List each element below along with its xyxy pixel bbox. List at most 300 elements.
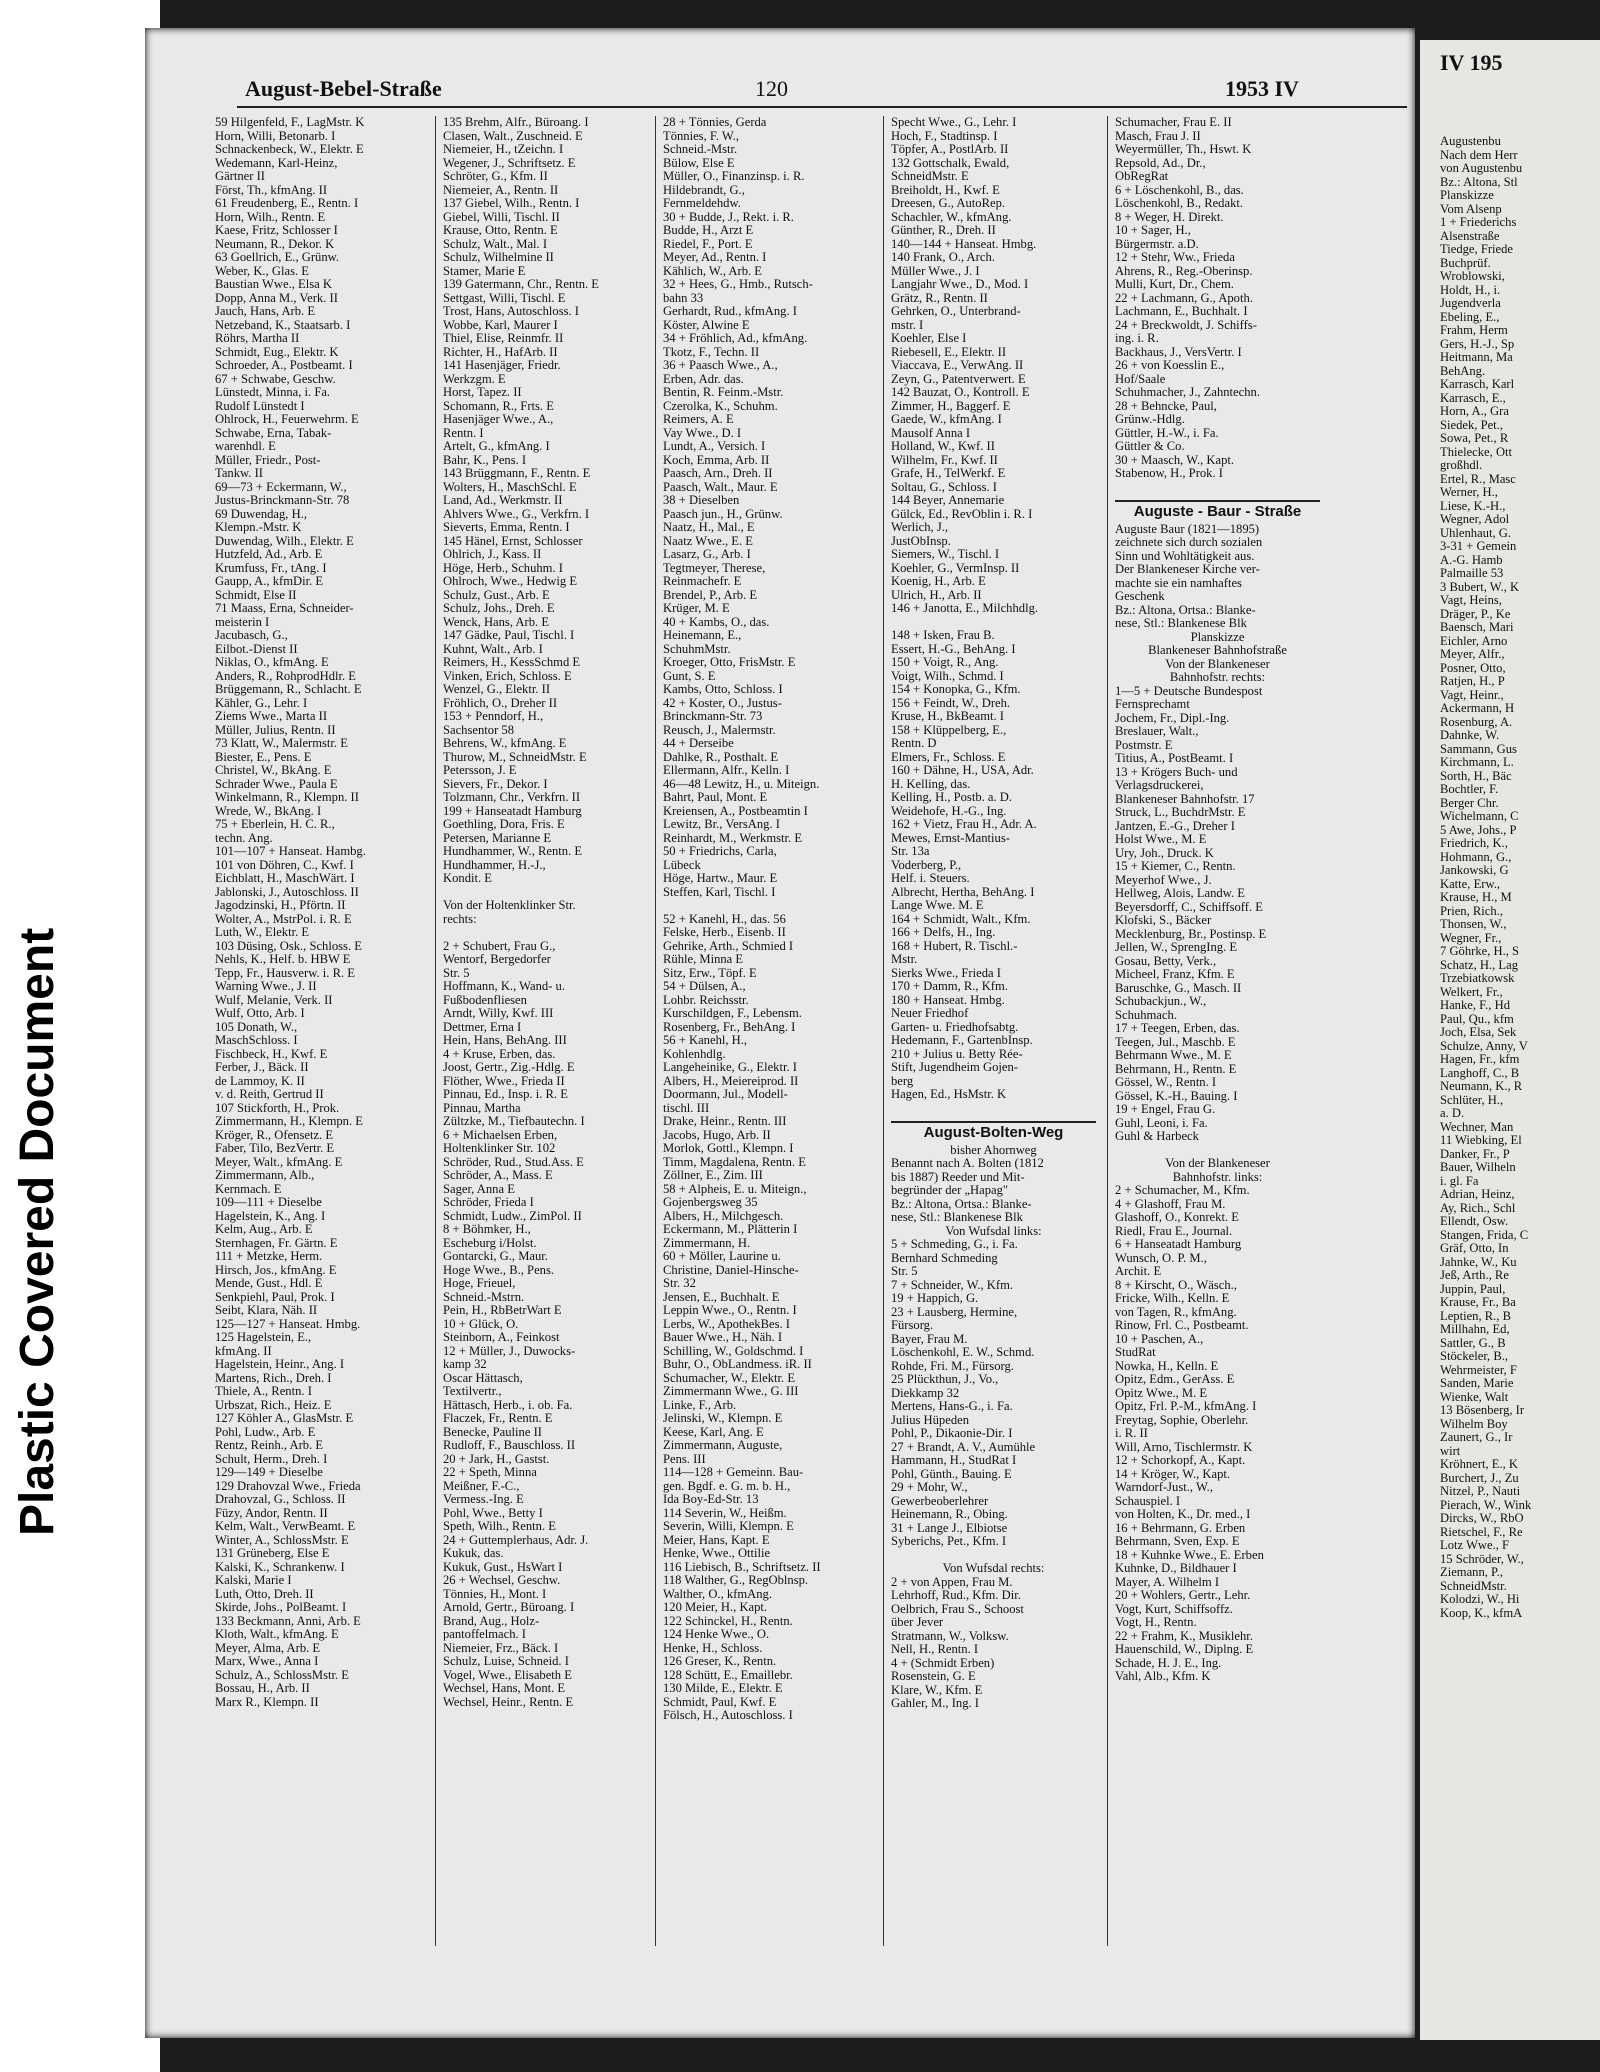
directory-entry: Joost, Gertr., Zig.-Hdlg. E xyxy=(443,1061,575,1074)
directory-entry: Reusch, J., Malermstr. xyxy=(663,723,776,737)
directory-entry: Schatz, H., Lag xyxy=(1440,958,1518,972)
directory-entry: berg xyxy=(891,1074,914,1088)
directory-entry: Stratmann, W., Volksw. xyxy=(891,1629,1009,1643)
directory-entry: 1—5 + Deutsche Bundespost xyxy=(1115,684,1263,698)
directory-entry: Krause, Otto, Rentn. E xyxy=(443,224,558,237)
directory-entry: 124 Henke Wwe., O. xyxy=(663,1628,770,1641)
directory-entry: Palmaille 53 xyxy=(1440,567,1504,580)
directory-entry: Tkotz, F., Techn. II xyxy=(663,345,760,359)
page-number: 120 xyxy=(755,76,788,101)
directory-entry: 125 Hagelstein, E., xyxy=(215,1331,312,1344)
directory-entry: Pohl, Wwe., Betty I xyxy=(443,1506,543,1520)
directory-entry: Buhr, O., ObLandmess. iR. II xyxy=(663,1358,812,1371)
directory-entry: Albers, H., Meiereiprod. II xyxy=(663,1074,799,1088)
spacer xyxy=(1115,1144,1320,1158)
directory-entry: Meyer, Walt., kfmAng. E xyxy=(215,1155,343,1169)
directory-entry: Nach dem Herr xyxy=(1440,148,1518,162)
directory-entry: Opitz, Frl. P.-M., kfmAng. I xyxy=(1115,1400,1257,1413)
directory-entry: Holdt, H., i. xyxy=(1440,283,1501,297)
directory-entry: Langhoff, C., B xyxy=(1440,1066,1520,1080)
directory-entry: 11 Wiebking, El xyxy=(1440,1134,1522,1147)
directory-entry: Klofski, S., Bäcker xyxy=(1115,914,1212,927)
directory-entry: Kroeger, Otto, FrisMstr. E xyxy=(663,656,796,669)
directory-entry: Nowka, H., Kelln. E xyxy=(1115,1359,1219,1373)
directory-entry: Czerolka, K., Schuhm. xyxy=(663,399,778,413)
directory-entry: 52 + Kanehl, H., das. 56 xyxy=(663,912,786,926)
directory-entry: wirt xyxy=(1440,1444,1461,1458)
directory-entry: Benannt nach A. Bolten (1812 xyxy=(891,1157,1044,1170)
directory-entry: 15 + Kiemer, C., Rentn. xyxy=(1115,860,1236,873)
directory-entry: Textilvertr., xyxy=(443,1385,502,1398)
directory-entry: Mende, Gust., Hdl. E xyxy=(215,1277,323,1290)
directory-entry: Jugendverla xyxy=(1440,297,1501,310)
directory-entry: 17 + Teegen, Erben, das. xyxy=(1115,1022,1240,1035)
directory-entry: Sternhagen, Fr. Gärtn. E xyxy=(215,1236,338,1250)
directory-entry: Meyer, Alfr., xyxy=(1440,648,1505,661)
directory-entry: 71 Maass, Erna, Schneider- xyxy=(215,602,354,615)
directory-entry: Zimmermann Wwe., G. III xyxy=(663,1385,799,1398)
directory-entry: Wolters, H., MaschSchl. E xyxy=(443,480,577,494)
directory-entry: Land, Ad., Werkmstr. II xyxy=(443,494,563,507)
page-street-header: August-Bebel-Straße xyxy=(245,76,442,101)
directory-entry: Tolzmann, Chr., Verkfrn. II xyxy=(443,791,581,804)
directory-entry: tischl. III xyxy=(663,1101,710,1115)
directory-entry: Krüger, M. E xyxy=(663,602,730,615)
directory-entry: 69 Duwendag, H., xyxy=(215,507,307,521)
directory-entry: Tönnies, F. W., xyxy=(663,129,739,143)
directory-entry: Adrian, Heinz, xyxy=(1440,1188,1515,1201)
directory-entry: Dreesen, G., AutoRep. xyxy=(891,197,1006,210)
directory-entry: 42 + Koster, O., Justus- xyxy=(663,696,782,710)
directory-entry: Kohlenhdlg. xyxy=(663,1047,726,1061)
directory-entry: Behrmann, Sven, Exp. E xyxy=(1115,1535,1240,1548)
directory-entry: Bayer, Frau M. xyxy=(891,1332,968,1346)
directory-entry: Julius Hüpeden xyxy=(891,1413,970,1427)
directory-entry: Hagen, Ed., HsMstr. K xyxy=(891,1088,1007,1101)
directory-entry: Luth, W., Elektr. E xyxy=(215,926,310,939)
spacer xyxy=(891,1102,1096,1116)
directory-entry: Teegen, Jul., Maschb. E xyxy=(1115,1035,1236,1049)
directory-entry: 31 + Lange J., Elbiotse xyxy=(891,1521,1008,1535)
directory-entry: Jacubasch, G., xyxy=(215,629,288,642)
directory-entry: 16 + Behrmann, G. Erben xyxy=(1115,1521,1246,1535)
directory-entry: Füzy, Andor, Rentn. II xyxy=(215,1506,328,1520)
directory-entry: Joch, Elsa, Sek xyxy=(1440,1026,1517,1039)
directory-entry: 75 + Eberlein, H. C. R., xyxy=(215,818,335,831)
directory-entry: Syberichs, Pet., Kfm. I xyxy=(891,1535,1007,1548)
directory-entry: Ahrens, R., Reg.-Oberinsp. xyxy=(1115,264,1253,278)
directory-entry: Wegner, Adol xyxy=(1440,513,1510,526)
directory-entry: Thiele, A., Rentn. I xyxy=(215,1385,312,1398)
directory-entry: Lewitz, Br., VersAng. I xyxy=(663,818,780,831)
directory-entry: Clasen, Walt., Zuschneid. E xyxy=(443,129,583,143)
directory-entry: nese, Stl.: Blankenese Blk xyxy=(1115,617,1247,630)
centered-note: bisher Ahornweg xyxy=(950,1142,1037,1157)
directory-entry: machte sie ein namhaftes xyxy=(1115,576,1242,590)
directory-entry: Oscar Hättasch, xyxy=(443,1371,523,1385)
directory-entry: Töpfer, A., PostlArb. II xyxy=(891,143,1009,156)
directory-entry: Wolter, A., MstrPol. i. R. E xyxy=(215,912,352,926)
directory-entry: Paasch jun., H., Grünw. xyxy=(663,507,783,521)
directory-entry: Horn, Willi, Betonarb. I xyxy=(215,129,336,143)
directory-entry: Fernsprechamt xyxy=(1115,698,1190,711)
directory-entry: 26 + von Koesslin E., xyxy=(1115,359,1225,372)
directory-entry: Schubackjun., W., xyxy=(1115,995,1207,1008)
directory-entry: Meyer, Alma, Arb. E xyxy=(215,1641,321,1655)
directory-entry: Hoge, Frieuel, xyxy=(443,1277,516,1290)
directory-entry: Heitmann, Ma xyxy=(1440,351,1513,364)
directory-entry: 25 Plückthun, J., Vo., xyxy=(891,1373,999,1386)
directory-entry: 59 Hilgenfeld, F., LagMstr. K xyxy=(215,116,365,129)
column-divider xyxy=(883,116,884,1946)
directory-entry: 156 + Feindt, W., Dreh. xyxy=(891,696,1011,710)
directory-entry: Juppin, Paul, xyxy=(1440,1282,1506,1296)
directory-entry: Ohlrich, J., Kass. II xyxy=(443,548,542,561)
directory-entry: Wienke, Walt xyxy=(1440,1390,1509,1404)
directory-entry: Rosenberg, Fr., BehAng. I xyxy=(663,1020,796,1034)
directory-entry: 10 + Sager, H., xyxy=(1115,224,1191,237)
directory-entry: MaschSchloss. I xyxy=(215,1034,298,1047)
directory-entry: Hagen, Fr., kfm xyxy=(1440,1053,1520,1066)
directory-entry: Ziems Wwe., Marta II xyxy=(215,710,328,723)
directory-entry: Wentorf, Bergedorfer xyxy=(443,953,551,966)
directory-entry: 12 + Müller, J., Duwocks- xyxy=(443,1344,576,1358)
directory-entry: Müller Wwe., J. I xyxy=(891,264,980,278)
directory-entry: Bahrt, Paul, Mont. E xyxy=(663,791,768,804)
directory-entry: Gaede, W., kfmAng. I xyxy=(891,413,1002,426)
directory-entry: Eichler, Arno xyxy=(1440,634,1508,648)
directory-entry: Urbszat, Rich., Heiz. E xyxy=(215,1398,332,1412)
directory-entry: Repsold, Ad., Dr., xyxy=(1115,156,1206,170)
directory-entry: Dahlke, R., Posthalt. E xyxy=(663,750,779,764)
directory-entry: Breiholdt, H., Kwf. E xyxy=(891,183,1000,197)
facing-page-column xyxy=(1440,135,1600,1620)
directory-entry: Faber, Tilo, BezVertr. E xyxy=(215,1142,335,1155)
directory-entry: Rentn. I xyxy=(443,426,484,440)
directory-entry: Niemeier, Frz., Bäck. I xyxy=(443,1641,559,1655)
column-1 xyxy=(215,116,420,1946)
directory-entry: 126 Greser, K., Rentn. xyxy=(663,1655,777,1668)
directory-entry: Netzeband, K., Staatsarb. I xyxy=(215,318,351,332)
directory-entry: Rentn. D xyxy=(891,737,937,750)
directory-entry: Neuer Friedhof xyxy=(891,1007,969,1020)
directory-entry: Fricke, Wilh., Kelln. E xyxy=(1115,1292,1230,1305)
directory-entry: Kelm, Aug., Arb. E xyxy=(215,1223,313,1236)
directory-entry: 22 + Speth, Minna xyxy=(443,1466,537,1479)
directory-entry: 20 + Jark, H., Gastst. xyxy=(443,1452,550,1466)
directory-entry: Dräger, P., Ke xyxy=(1440,607,1511,621)
directory-entry: 2 + von Appen, Frau M. xyxy=(891,1575,1013,1589)
directory-entry: Sinn und Wohltätigkeit aus. xyxy=(1115,549,1255,563)
directory-entry: Schlüter, H., xyxy=(1440,1093,1504,1107)
directory-entry: Erben, Adr. das. xyxy=(663,372,744,386)
directory-entry: 8 + Weger, H. Direkt. xyxy=(1115,210,1224,224)
directory-entry: Artelt, G., kfmAng. I xyxy=(443,440,550,453)
directory-entry: 19 + Engel, Frau G. xyxy=(1115,1103,1216,1116)
directory-entry: 24 + Guttemplerhaus, Adr. J. xyxy=(443,1533,589,1547)
plastic-covered-label: Plastic Covered Document xyxy=(11,927,64,1536)
directory-entry: Biester, E., Pens. E xyxy=(215,750,312,764)
directory-entry: Brüggemann, R., Schlacht. E xyxy=(215,683,362,696)
directory-entry: Buchprüf. xyxy=(1440,256,1491,270)
directory-entry: Will, Arno, Tischlermstr. K xyxy=(1115,1440,1253,1454)
directory-entry: Schumacher, Frau E. II xyxy=(1115,116,1232,129)
directory-entry: 4 + (Schmidt Erben) xyxy=(891,1656,995,1670)
directory-entry: 8 + Kirscht, O., Wäsch., xyxy=(1115,1278,1237,1292)
directory-entry: Trost, Hans, Autoschloss. I xyxy=(443,305,579,318)
directory-entry: Lehrhoff, Rud., Kfm. Dir. xyxy=(891,1589,1021,1602)
directory-entry: 58 + Alpheis, E. u. Miteign., xyxy=(663,1182,807,1196)
directory-entry: Stift, Jugendheim Gojen- xyxy=(891,1061,1018,1074)
directory-entry: Dettmer, Erna I xyxy=(443,1020,522,1034)
directory-entry: Vay Wwe., D. I xyxy=(663,426,742,440)
spacer xyxy=(891,1549,1096,1563)
directory-entry: Backhaus, J., VersVertr. I xyxy=(1115,345,1242,359)
spacer xyxy=(1115,481,1320,495)
directory-entry: Weidehofe, H.-G., Ing. xyxy=(891,804,1007,818)
directory-entry: Kruse, H., BkBeamt. I xyxy=(891,710,1004,723)
directory-entry: JustObInsp. xyxy=(891,534,951,548)
directory-entry: Schilling, W., Goldschmd. I xyxy=(663,1344,804,1358)
directory-entry: Schröder, A., Mass. E xyxy=(443,1169,553,1182)
directory-entry: Bz.: Altona, Ortsa.: Blanke- xyxy=(891,1197,1032,1211)
directory-entry: Lundt, A., Versich. I xyxy=(663,440,766,453)
directory-entry: kamp 32 xyxy=(443,1358,487,1371)
directory-entry: Güttler, H.-W., i. Fa. xyxy=(1115,426,1219,440)
directory-entry: Meyer, Ad., Rentn. I xyxy=(663,251,767,264)
directory-entry: 2 + Schubert, Frau G., xyxy=(443,939,556,953)
directory-entry: Vogel, Wwe., Elisabeth E xyxy=(443,1668,572,1682)
directory-entry: Horn, A., Gra xyxy=(1440,405,1509,418)
scan-margin xyxy=(0,0,160,2072)
directory-entry: 73 Klatt, W., Malermstr. E xyxy=(215,737,348,750)
directory-entry: Zeyn, G., Patentverwert. E xyxy=(891,372,1026,386)
directory-entry: 135 Brehm, Alfr., Büroang. I xyxy=(443,116,589,129)
directory-entry: 166 + Delfs, H., Ing. xyxy=(891,926,996,939)
directory-entry: i. gl. Fa xyxy=(1440,1174,1479,1188)
directory-entry: Kalski, Marie I xyxy=(215,1574,292,1587)
directory-entry: Bz.: Altona, Ortsa.: Blanke- xyxy=(1115,603,1256,617)
directory-entry: Soltau, G., Schloss. I xyxy=(891,480,998,494)
directory-entry: Katte, Erw., xyxy=(1440,877,1501,891)
directory-entry: 143 Brüggmann, F., Rentn. E xyxy=(443,467,591,480)
directory-entry: Schröder, Frieda I xyxy=(443,1196,534,1209)
directory-entry: Jochem, Fr., Dipl.-Ing. xyxy=(1115,711,1230,725)
directory-entry: Zimmermann, H., Klempn. E xyxy=(215,1115,363,1128)
directory-entry: Ida Boy-Ed-Str. 13 xyxy=(663,1493,759,1506)
directory-entry: begründer der „Hapag" xyxy=(891,1184,1009,1197)
directory-entry: Welkert, Fr., xyxy=(1440,985,1503,999)
directory-entry: Seibt, Klara, Näh. II xyxy=(215,1304,318,1317)
column-divider xyxy=(435,116,436,1946)
directory-entry: Petersson, J. E xyxy=(443,764,517,777)
directory-entry: Gewerbeoberlehrer xyxy=(891,1494,989,1508)
directory-entry: Ziemann, P., xyxy=(1440,1566,1503,1579)
directory-entry: Schneid.-Mstrn. xyxy=(443,1290,525,1304)
directory-entry: Hedemann, F., GartenbInsp. xyxy=(891,1034,1033,1047)
directory-entry: Gerhardt, Rud., kfmAng. I xyxy=(663,305,797,318)
directory-entry: Kröhnert, E., K xyxy=(1440,1458,1518,1471)
directory-entry: Ertel, R., Masc xyxy=(1440,472,1516,486)
directory-entry: Pinnau, Ed., Insp. i. R. E xyxy=(443,1088,568,1101)
directory-entry: Gössel, K.-H., Bauing. I xyxy=(1115,1089,1238,1103)
directory-entry: Hagelstein, Heinr., Ang. I xyxy=(215,1358,345,1371)
directory-entry: 1 + Friederichs xyxy=(1440,216,1517,229)
column-5 xyxy=(1115,116,1320,1946)
directory-entry: 111 + Metzke, Herm. xyxy=(215,1250,323,1263)
directory-entry: Brendel, P., Arb. E xyxy=(663,588,758,602)
directory-entry: Sammann, Gus xyxy=(1440,742,1517,756)
directory-entry: Breslauer, Walt., xyxy=(1115,725,1199,738)
directory-entry: Giebel, Willi, Tischl. II xyxy=(443,210,560,224)
directory-entry: Bauer Wwe., H., Näh. I xyxy=(663,1331,783,1344)
directory-entry: Albrecht, Hertha, BehAng. I xyxy=(891,885,1035,899)
directory-entry: Geschenk xyxy=(1115,590,1165,603)
directory-entry: Hoge Wwe., B., Pens. xyxy=(443,1263,555,1277)
directory-entry: Der Blankeneser Kirche ver- xyxy=(1115,563,1260,576)
directory-entry: Zimmermann, Alb., xyxy=(215,1169,315,1182)
directory-entry: Ackermann, H xyxy=(1440,702,1515,715)
directory-entry: Tiedge, Friede xyxy=(1440,243,1513,256)
directory-entry: Schulz, A., SchlossMstr. E xyxy=(215,1668,349,1682)
directory-entry: 109—111 + Dieselbe xyxy=(215,1196,322,1209)
directory-entry: Schulz, Gust., Arb. E xyxy=(443,588,550,602)
directory-entry: Verlagsdruckerei, xyxy=(1115,779,1204,792)
directory-entry: SchneidMstr. E xyxy=(891,170,969,183)
directory-entry: v. d. Reith, Gertrud II xyxy=(215,1088,324,1101)
directory-entry: Zaunert, G., Ir xyxy=(1440,1431,1513,1444)
directory-entry: Langeheinike, G., Elektr. I xyxy=(663,1061,797,1074)
directory-entry: Krumfuss, Fr., tAng. I xyxy=(215,561,327,575)
directory-entry: Vagt, Heins, xyxy=(1440,594,1502,607)
directory-entry: Rudolf Lünstedt I xyxy=(215,399,305,413)
directory-entry: Opitz Wwe., M. E xyxy=(1115,1386,1208,1400)
directory-entry: Krause, Fr., Ba xyxy=(1440,1296,1516,1309)
directory-entry: 30 + Maasch, W., Kapt. xyxy=(1115,453,1235,467)
directory-entry: Prien, Rich., xyxy=(1440,904,1503,918)
directory-entry: 210 + Julius u. Betty Rée- xyxy=(891,1047,1023,1061)
directory-entry: Freytag, Sophie, Oberlehr. xyxy=(1115,1413,1249,1427)
directory-entry: Langjahr Wwe., D., Mod. I xyxy=(891,278,1029,291)
directory-entry: Behrens, W., kfmAng. E xyxy=(443,737,567,750)
column-4 xyxy=(891,116,1096,1946)
directory-entry: Goethling, Dora, Fris. E xyxy=(443,818,565,831)
directory-entry: 7 + Schneider, W., Kfm. xyxy=(891,1278,1014,1292)
directory-entry: Behrmann Wwe., M. E xyxy=(1115,1049,1232,1062)
directory-entry: Vagt, Heinr., xyxy=(1440,688,1504,702)
directory-entry: Paul, Qu., kfm xyxy=(1440,1012,1514,1026)
directory-entry: Arnold, Gertr., Büroang. I xyxy=(443,1601,575,1614)
directory-entry: Niemeier, H., tZeichn. I xyxy=(443,143,564,156)
directory-entry: Baruschke, G., Masch. II xyxy=(1115,981,1242,995)
directory-entry: Gahler, M., Ing. I xyxy=(891,1697,979,1710)
directory-entry: Specht Wwe., G., Lehr. I xyxy=(891,116,1017,129)
spacer xyxy=(443,886,648,900)
directory-entry: Hirsch, Jos., kfmAng. E xyxy=(215,1263,337,1277)
directory-entry: Hundhammer, W., Rentn. E xyxy=(443,845,583,858)
directory-entry: Essert, H.-G., BehAng. I xyxy=(891,642,1016,656)
directory-entry: Karrasch, E., xyxy=(1440,391,1506,405)
directory-entry: Röhrs, Martha II xyxy=(215,332,300,345)
directory-entry: Guhl, Leoni, i. Fa. xyxy=(1115,1116,1208,1130)
directory-entry: Rentz, Reinh., Arb. E xyxy=(215,1439,324,1452)
spacer xyxy=(443,926,648,940)
directory-entry: Reinmachefr. E xyxy=(663,575,742,588)
column-2 xyxy=(443,116,648,1946)
directory-entry: 133 Beckmann, Anni, Arb. E xyxy=(215,1614,361,1628)
directory-entry: Jeß, Arth., Re xyxy=(1440,1269,1509,1282)
directory-entry: 44 + Derseibe xyxy=(663,737,734,750)
directory-entry: Sager, Anna E xyxy=(443,1182,515,1196)
directory-entry: Müller, Friedr., Post- xyxy=(215,453,321,467)
directory-entry: Ratjen, H., P xyxy=(1440,675,1505,688)
directory-entry: Str. 5 xyxy=(891,1265,918,1278)
directory-entry: Reinhardt, M., Werkmstr. E xyxy=(663,831,803,845)
directory-entry: 146 + Janotta, E., Milchhdlg. xyxy=(891,602,1039,615)
directory-entry: Reimers, H., KessSchmd E xyxy=(443,656,581,669)
directory-entry: Schulz, Walt., Mal. I xyxy=(443,237,548,251)
directory-entry: Lerbs, W., ApothekBes. I xyxy=(663,1317,790,1331)
directory-entry: Pein, H., RbBetrWart E xyxy=(443,1304,562,1317)
directory-entry: Schmidt, Else II xyxy=(215,588,297,602)
directory-entry: 29 + Mohr, W., xyxy=(891,1481,968,1494)
directory-entry: Tegtmeyer, Therese, xyxy=(663,561,766,575)
directory-entry: Schmidt, Paul, Kwf. E xyxy=(663,1695,777,1709)
directory-entry: Felske, Herb., Eisenb. II xyxy=(663,926,786,939)
directory-entry: Nehls, K., Helf. b. HBW E xyxy=(215,953,351,966)
directory-entry: Posner, Otto, xyxy=(1440,661,1506,675)
directory-entry: Hohmann, G., xyxy=(1440,850,1512,864)
centered-note: Blankeneser Bahnhofstraße xyxy=(1148,643,1287,657)
directory-entry: 107 Stickforth, H., Prok. xyxy=(215,1101,340,1115)
directory-entry: Kloth, Walt., kfmAng. E xyxy=(215,1628,339,1641)
directory-entry: Wilhelm, Fr., Kwf. II xyxy=(891,453,998,467)
directory-entry: Niemeier, A., Rentn. II xyxy=(443,183,559,197)
directory-entry: Tepp, Fr., Hausverw. i. R. E xyxy=(215,966,355,980)
directory-entry: Meier, Hans, Kapt. E xyxy=(663,1533,770,1547)
directory-entry: Gössel, W., Rentn. I xyxy=(1115,1076,1217,1089)
directory-entry: Wegner, Fr., xyxy=(1440,931,1502,945)
directory-entry: von Tagen, R., kfmAng. xyxy=(1115,1305,1237,1319)
directory-entry: Jankowski, G xyxy=(1440,864,1509,877)
directory-entry: Wobbe, Karl, Maurer I xyxy=(443,318,558,332)
facing-page-header: IV 195 xyxy=(1440,50,1503,75)
directory-entry: Eilbot.-Dienst II xyxy=(215,642,298,656)
directory-entry: 23 + Lausberg, Hermine, xyxy=(891,1305,1018,1319)
directory-entry: Ellendt, Osw. xyxy=(1440,1215,1509,1228)
directory-entry: 125—127 + Hanseat. Hmbg. xyxy=(215,1317,361,1331)
directory-entry: Christine, Daniel-Hinsche- xyxy=(663,1263,799,1277)
directory-entry: Elmers, Fr., Schloss. E xyxy=(891,750,1006,764)
directory-entry: Mausolf Anna I xyxy=(891,426,971,440)
directory-entry: Thielecke, Ott xyxy=(1440,445,1513,459)
directory-entry: 61 Freudenberg, E., Rentn. I xyxy=(215,197,359,210)
directory-entry: Zimmer, H., Baggerf. E xyxy=(891,399,1011,413)
directory-entry: Ohlrock, H., Feuerwehrm. E xyxy=(215,413,359,426)
directory-entry: 148 + Isken, Frau B. xyxy=(891,629,995,642)
directory-entry: 164 + Schmidt, Walt., Kfm. xyxy=(891,912,1031,926)
directory-entry: Schulze, Anny, V xyxy=(1440,1039,1528,1053)
directory-entry: Vermess.-Ing. E xyxy=(443,1493,524,1506)
directory-entry: Str. 32 xyxy=(663,1277,696,1290)
directory-entry: Bülow, Else E xyxy=(663,156,735,170)
directory-entry: 127 Köhler A., GlasMstr. E xyxy=(215,1412,354,1425)
directory-entry: Lasarz, G., Arb. I xyxy=(663,548,751,561)
directory-entry: Siemers, W., Tischl. I xyxy=(891,548,1000,561)
directory-entry: 118 Walther, G., RegOblnsp. xyxy=(663,1574,809,1587)
directory-entry: Ay, Rich., Schl xyxy=(1440,1201,1516,1215)
directory-entry: 32 + Hees, G., Hmb., Rutsch- xyxy=(663,278,813,291)
